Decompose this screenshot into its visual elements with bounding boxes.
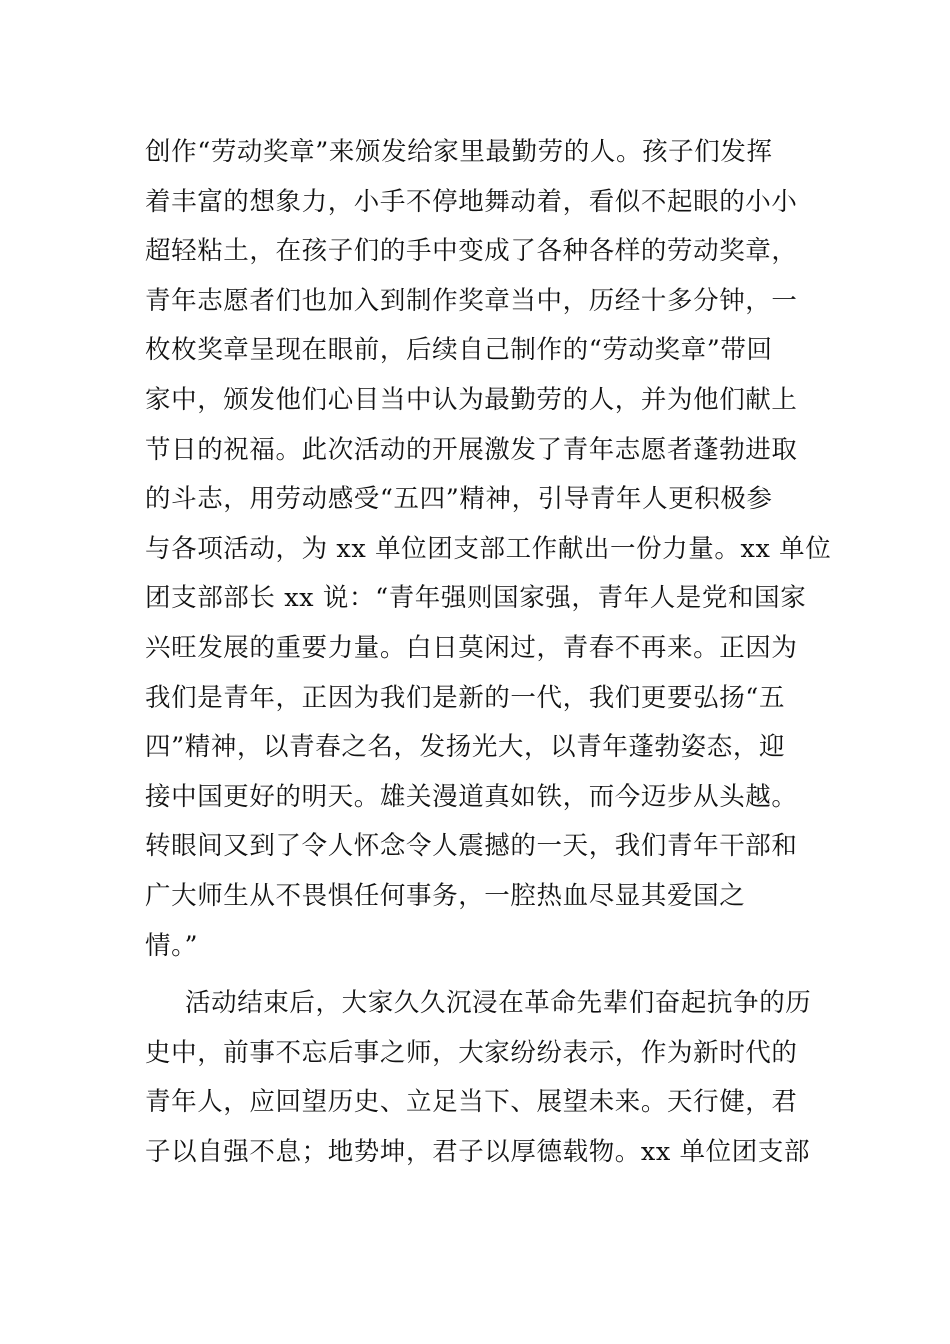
paragraph-line: 青年人，应回望历史、立足当下、展望未来。天行健，君	[145, 1087, 798, 1118]
paragraph-line: 广大师生从不畏惧任何事务，一腔热血尽显其爱国之	[145, 880, 746, 911]
paragraph-line: 接中国更好的明天。雄关漫道真如铁，而今迈步从头越。	[145, 781, 798, 812]
paragraph-line: 四”精神，以青春之名，发扬光大，以青年蓬勃姿态，迎	[145, 732, 786, 763]
document-body	[145, 128, 832, 1177]
paragraph-line: 情。”	[145, 930, 199, 961]
paragraph-line: 我们是青年，正因为我们是新的一代，我们更要弘扬“五	[145, 682, 786, 713]
paragraph-line: 枚枚奖章呈现在眼前，后续自己制作的“劳动奖章”带回	[145, 335, 773, 366]
paragraph-line: 子以自强不息；地势坤，君子以厚德载物。xx 单位团支部	[145, 1136, 811, 1167]
paragraph-line: 家中，颁发他们心目当中认为最勤劳的人，并为他们献上	[145, 384, 798, 415]
paragraph-line: 创作“劳动奖章”来颁发给家里最勤劳的人。孩子们发挥	[145, 137, 773, 167]
paragraph-spacer	[145, 971, 805, 979]
paragraph-1	[145, 128, 832, 971]
paragraph-line: 的斗志，用劳动感受“五四”精神，引导青年人更积极参	[145, 484, 773, 515]
paragraph-line: 超轻粘土，在孩子们的手中变成了各种各样的劳动奖章，	[145, 236, 798, 267]
paragraph-line: 着丰富的想象力，小手不停地舞动着，看似不起眼的小小	[145, 186, 798, 217]
paragraph-line: 史中，前事不忘后事之师，大家纷纷表示，作为新时代的	[145, 1037, 798, 1068]
paragraph-line: 兴旺发展的重要力量。白日莫闲过，青春不再来。正因为	[145, 632, 798, 663]
paragraph-line: 活动结束后，大家久久沉浸在革命先辈们奋起抗争的历	[185, 988, 812, 1019]
paragraph-2	[145, 979, 812, 1177]
paragraph-line: 团支部部长 xx 说：“青年强则国家强，青年人是党和国家	[145, 583, 807, 614]
paragraph-line: 青年志愿者们也加入到制作奖章当中，历经十多分钟，一	[145, 285, 798, 316]
paragraph-line: 转眼间又到了令人怀念令人震撼的一天，我们青年干部和	[145, 831, 798, 862]
paragraph-line: 节日的祝福。此次活动的开展激发了青年志愿者蓬勃进取	[145, 434, 798, 465]
paragraph-line: 与各项活动，为 xx 单位团支部工作献出一份力量。xx 单位	[145, 533, 832, 564]
